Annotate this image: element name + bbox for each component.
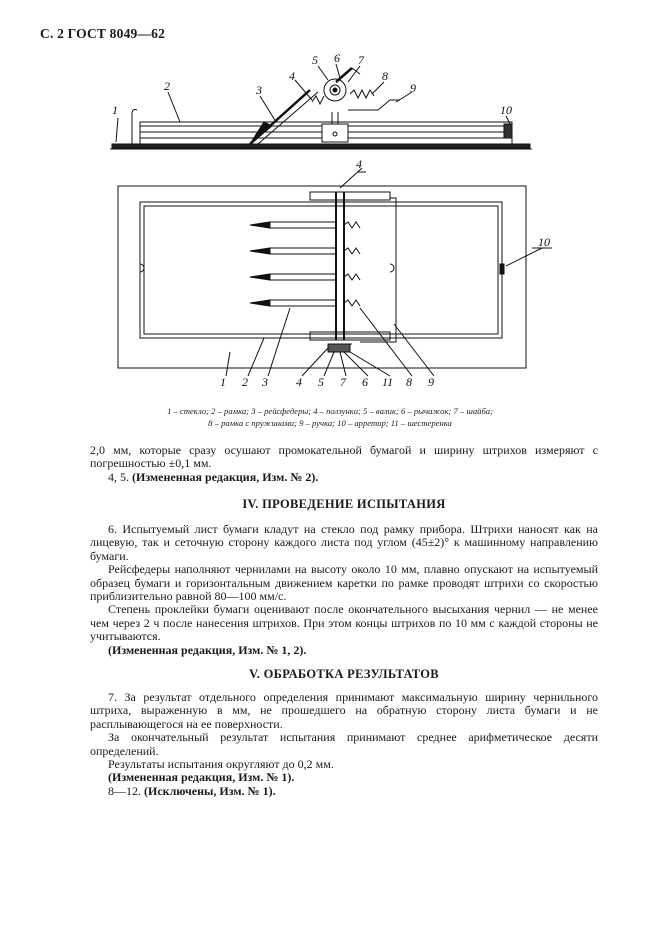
- caption-line-1: 1 – стекло; 2 – рамка; 3 – рейсфедеры; 4 – ползунки; 5 – валик; 6 – рычажок; 7 – шайба;: [167, 406, 493, 416]
- section-5-title: V. ОБРАБОТКА РЕЗУЛЬТАТОВ: [249, 667, 439, 681]
- glass-side: [112, 144, 530, 148]
- section-5-body: [90, 691, 598, 798]
- label-7-plan: 7: [340, 375, 346, 389]
- label-6-top: 6: [334, 52, 340, 65]
- label-8-plan: 8: [406, 375, 412, 389]
- section-5-p4-note: (Исключены, Изм. № 1).: [144, 783, 276, 798]
- label-4-top: 4: [289, 69, 295, 83]
- section-5-p4-number: 8—12.: [108, 783, 141, 798]
- caption-line-2: 8 – рамка с пружинами; 9 – ручка; 10 – арретир; 11 – шестеренка: [208, 418, 452, 428]
- glass-plan: [118, 186, 526, 368]
- label-3-top: 3: [256, 83, 262, 97]
- section-4-p3: Степень проклейки бумаги оценивают после окончательного высыхания чернил — не менее чем через 2 ч после нанесения штрихов. При этом концы штрихов по 10 мм с каждой стороны не учитываются.: [90, 602, 598, 644]
- label-11-plan: 11: [382, 375, 394, 389]
- section-5-p1: 7. За результат отдельного определения принимают максимальную ширину чернильного штриха, выраженную в мм, не прошедшего на обратную сторону листа бумаги и не расплывающегося на ее поверхности.: [90, 690, 598, 731]
- section-4-note: (Измененная редакция, Изм. № 1, 2).: [108, 642, 307, 657]
- section-5-p2: За окончательный результат испытания принимают среднее арифметическое десяти определений.: [90, 730, 598, 758]
- label-10-plan: 10: [538, 235, 550, 249]
- label-3-plan: 3: [262, 375, 268, 389]
- section-4-p1: 6. Испытуемый лист бумаги кладут на стекло под рамку прибора. Штрихи наносят как на лицевую, так и сеточную сторону каждого листа под углом (45±2)° к машинному направлению бумаги.: [90, 522, 598, 563]
- slider-block: [322, 124, 348, 142]
- label-4b-plan: 4: [296, 375, 302, 389]
- label-9-top: 9: [410, 81, 416, 95]
- intro-note-number: 4, 5.: [108, 469, 129, 484]
- label-2-top: 2: [164, 79, 170, 93]
- label-10-top: 10: [500, 103, 512, 117]
- label-5-plan: 5: [318, 375, 324, 389]
- label-9-plan: 9: [428, 375, 434, 389]
- intro-note-text: (Измененная редакция, Изм. № 2).: [132, 469, 319, 484]
- section-5-p3: Результаты испытания округляют до 0,2 мм.: [108, 757, 334, 772]
- apparatus-figure: [100, 52, 560, 398]
- intro-block: [90, 444, 598, 484]
- label-1-plan: 1: [220, 375, 226, 389]
- section-4-body: [90, 523, 598, 657]
- label-4-plan: 4: [356, 157, 362, 171]
- section-5-p4: [90, 785, 598, 798]
- apparatus-drawing: [100, 52, 560, 398]
- label-2-plan: 2: [242, 375, 248, 389]
- page-header: С. 2 ГОСТ 8049—62: [40, 26, 166, 41]
- label-7-top: 7: [358, 53, 364, 67]
- label-1-top: 1: [112, 103, 118, 117]
- section-4-title: IV. ПРОВЕДЕНИЕ ИСПЫТАНИЯ: [242, 497, 446, 511]
- intro-paragraph: 2,0 мм, которые сразу осушают промокательной бумагой и ширину штрихов измеряют с погрешностью ±0,1 мм.: [90, 443, 598, 471]
- figure-caption: [90, 405, 570, 429]
- label-5-top: 5: [312, 53, 318, 67]
- label-6-plan: 6: [362, 375, 368, 389]
- label-8-top: 8: [382, 69, 388, 83]
- section-5-note: (Измененная редакция, Изм. № 1).: [108, 770, 295, 785]
- section-4-p2: Рейсфедеры наполняют чернилами на высоту около 10 мм, плавно опускают на испытуемый образец бумаги и горизонтальным движением каретки по рамке проводят штрихи со скоростью приблизительно равной 80—100 мм/с.: [90, 562, 598, 604]
- intro-note: [90, 471, 598, 484]
